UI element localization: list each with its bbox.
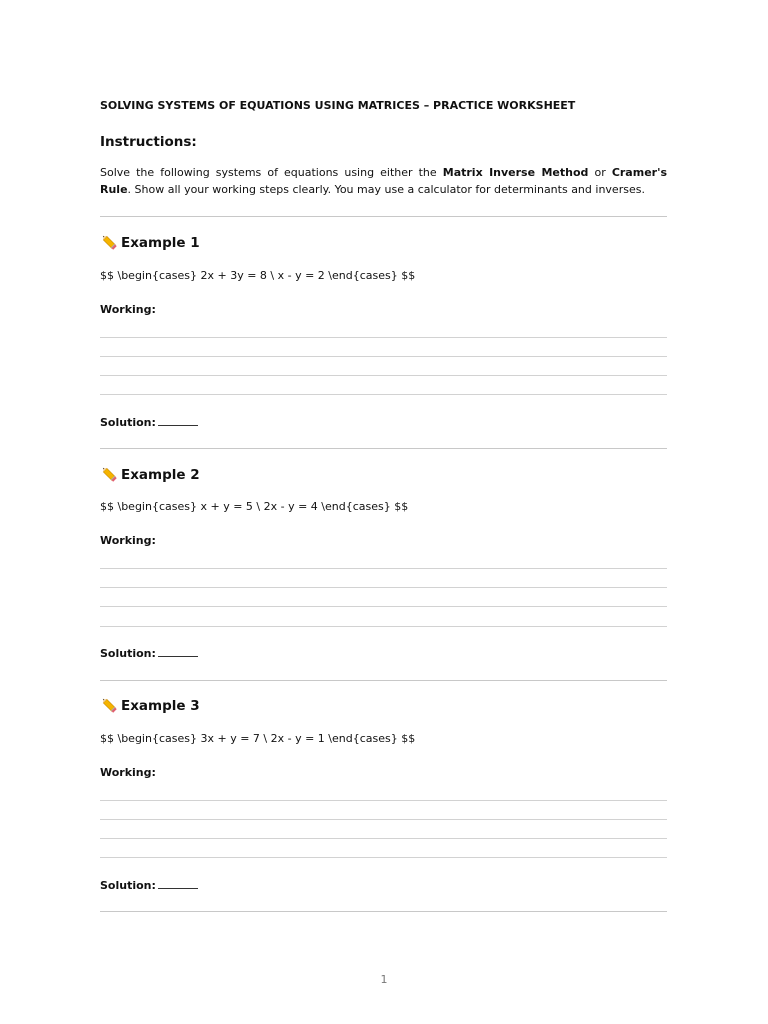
section-divider <box>100 911 667 912</box>
example-1-solution-label <box>100 415 198 429</box>
example-2-title: Example 2 <box>121 467 200 483</box>
page-title: SOLVING SYSTEMS OF EQUATIONS USING MATRICES – PRACTICE WORKSHEET <box>100 99 576 112</box>
pencil-icon <box>100 697 120 715</box>
example-3-working-label: Working: <box>100 766 156 779</box>
example-2-heading <box>100 466 200 484</box>
example-2-solution-label <box>100 646 198 660</box>
example-1-heading <box>100 234 200 252</box>
working-line[interactable] <box>100 337 667 338</box>
example-3-equation: $$ \begin{cases} 3x + y = 7 \ 2x - y = 1 \end{cases} $$ <box>100 732 416 745</box>
working-line[interactable] <box>100 838 667 839</box>
working-line[interactable] <box>100 375 667 376</box>
example-2-working-label: Working: <box>100 534 156 547</box>
example-1-equation: $$ \begin{cases} 2x + 3y = 8 \ x - y = 2 \end{cases} $$ <box>100 269 416 282</box>
working-line[interactable] <box>100 394 667 395</box>
solution-label-text: Solution: <box>100 879 156 892</box>
example-3-solution-label <box>100 878 198 892</box>
section-divider <box>100 680 667 681</box>
working-line[interactable] <box>100 587 667 588</box>
section-divider <box>100 216 667 217</box>
working-line[interactable] <box>100 819 667 820</box>
instructions-text-part: or <box>588 166 612 179</box>
working-line[interactable] <box>100 800 667 801</box>
solution-label-text: Solution: <box>100 647 156 660</box>
working-line[interactable] <box>100 356 667 357</box>
instructions-text-part: Solve the following systems of equations using either the <box>100 166 443 179</box>
example-3-title: Example 3 <box>121 698 200 714</box>
instructions-heading: Instructions: <box>100 134 197 150</box>
example-2-equation: $$ \begin{cases} x + y = 5 \ 2x - y = 4 \end{cases} $$ <box>100 500 409 513</box>
instructions-text-part: . Show all your working steps clearly. You may use a calculator for determinants and inverses. <box>127 183 645 196</box>
solution-blank[interactable] <box>158 878 198 889</box>
example-1-working-label: Working: <box>100 303 156 316</box>
pencil-icon <box>100 234 120 252</box>
working-line[interactable] <box>100 568 667 569</box>
cramers-rule-term: Cramer's Rule <box>100 166 667 196</box>
working-line[interactable] <box>100 857 667 858</box>
working-line[interactable] <box>100 626 667 627</box>
working-line[interactable] <box>100 606 667 607</box>
matrix-inverse-method-term: Matrix Inverse Method <box>442 166 589 179</box>
section-divider <box>100 448 667 449</box>
solution-label-text: Solution: <box>100 416 156 429</box>
pencil-icon <box>100 466 120 484</box>
solution-blank[interactable] <box>158 415 198 426</box>
instructions-text <box>100 164 667 198</box>
example-1-title: Example 1 <box>121 235 200 251</box>
page-number: 1 <box>380 973 388 986</box>
solution-blank[interactable] <box>158 646 198 657</box>
example-3-heading <box>100 697 200 715</box>
